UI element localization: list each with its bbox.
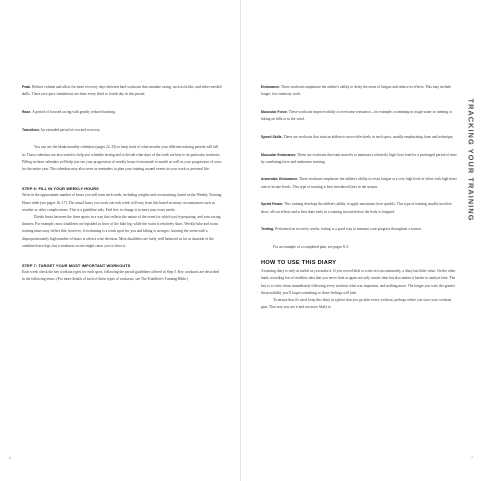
spacer xyxy=(22,250,222,256)
workout-entry-muscular-force xyxy=(261,109,457,123)
page-number-left: 6 xyxy=(9,456,11,460)
left-page xyxy=(0,0,240,481)
diary-paragraph-2: To ensure that it's used, keep this diary in a place that you go after every workout, perhaps where you store your workout gear. That way you see it and are more likely to xyxy=(261,297,452,310)
diary-heading: HOW TO USE THIS DIARY xyxy=(261,260,337,267)
left-page-text xyxy=(22,84,222,284)
entry-text: An extended period of rest and recovery. xyxy=(40,127,101,132)
entry-term: Anaerobic Endurance. xyxy=(261,177,299,182)
period-entry-race xyxy=(22,109,222,116)
example-reference: For an example of a completed plan, see pages 8–9. xyxy=(273,244,350,249)
entry-term: Peak. xyxy=(22,85,32,89)
running-head xyxy=(465,80,477,240)
workout-entry-testing xyxy=(261,226,457,233)
workout-entry-sprint-power xyxy=(261,201,457,215)
entry-text: This training develops the athlete's ability to apply maximum force quickly. This type of training usually involves short, all-out efforts and is best done early in a training session before the body is fatigued. xyxy=(261,202,452,214)
running-head-text: TRACKING YOUR TRAINING xyxy=(466,98,476,222)
diary-paragraph-1: A training diary is only as useful as you make it. If you record little or write in it inconsistently, a diary has little value. On the other hand, recording lots of needless data that you never look at again not only wastes time but also makes it harder to analyze later. The key is to write down immediately following every workout what was important, and nothing more. The longer you wait, the greater the possibility you'll forget something or those feelings will fade. xyxy=(261,269,456,295)
workout-entry-speed-skills xyxy=(261,134,457,141)
entry-text: These workouts emphasize the athlete's ability to delay the onset of fatigue and reduce its effects. This may include longer, low-intensity work. xyxy=(261,85,451,97)
workout-entry-muscular-endurance xyxy=(261,152,457,166)
entry-text: These are workouts that train muscles to maintain a relatively high force load for a prolonged period of time by combining force and endurance training. xyxy=(261,152,457,164)
entry-term: Speed Skills. xyxy=(261,134,283,139)
step6-paragraph-1: Write in the approximate number of hours you will train each week, including weights and crosstraining, based on the Weekly Training Hours table (see pages 16–17). The actual hours you work out each week will vary from this based on many circumstances such as weather or other complications. This is a guideline only. Feel free to change it to meet your exact needs. xyxy=(22,193,222,212)
entry-text: These workouts emphasize the athlete's ability to resist fatigue at a very high level of effort with high heart rate or lactate levels. This type of training is best introduced later in the season. xyxy=(261,177,457,189)
entry-text: Reduce volume and allow for more recovery days between hard workouts that simulate racing, such as bricks, and either needed skills. These race-pace simulations are done every third or fourth day in this period. xyxy=(22,85,222,97)
entry-text: These workouts improve ability to overcome resistance—for example, swimming in rough water or running or biking on hills or in the wind. xyxy=(261,109,453,122)
spacer xyxy=(22,173,222,179)
entry-term: Endurance. xyxy=(261,85,281,89)
period-entry-peak xyxy=(22,84,222,98)
step7-paragraph-1: Each week check the key workout types for each sport, following the period guidelines offered in Step 5. Key workouts are described in the following terms. (For more details of each of these types of workouts, see The Triathlete's Training Bible.) xyxy=(22,270,220,282)
entry-text: A period of focused racing with greatly reduced training. xyxy=(32,109,116,114)
right-page xyxy=(241,0,481,481)
step6-heading: STEP 6: FILL IN YOUR WEEKLY HOURS xyxy=(22,186,99,192)
entry-term: Testing. xyxy=(261,227,275,232)
calendar-paragraph: You can use the blank monthly calendars (pages 22–33) to keep track of what months your different training periods will fall in. These calendars are also useful to help you schedule testing and to decide what days of the week are best to do particular workouts. Filling in these calendars will help you see your progression of weekly hours from month to month as well as your progression of races for the entire year. The calendars may also serve as reminders to plan your training around events in your work or personal life. xyxy=(22,145,222,171)
entry-text: These are workouts that train an athlete to move effectively in each sport, usually emphasizing form and technique. xyxy=(283,134,454,139)
page-number-right: 7 xyxy=(471,456,473,460)
entry-text: Performed on recovery weeks, testing is a good way to measure your progress throughout a season. xyxy=(275,227,422,232)
step6-paragraph-2: Divide hours between the three sports in a way that reflects the nature of the event for which you're preparing, and your racing limiters. For example, most triathletes are lopsided in favor of the bike leg, while the swim is relatively short. Weekly bike and swim training times may reflect this; however, if swimming is a weak sport for you and biking is stronger, favoring the swim with a disproportionately high number of hours is often a wise decision. Most duathletes are fairly well balanced as far as duration of the combined race legs, but a weakness in one might cause you to favor it. xyxy=(22,214,221,248)
entry-term: Sprint Power. xyxy=(261,202,284,207)
workout-entry-endurance xyxy=(261,84,457,98)
period-entry-transition xyxy=(22,127,222,134)
workout-entry-anaerobic-endurance xyxy=(261,176,457,190)
entry-term: Muscular Endurance. xyxy=(261,152,297,157)
entry-term: Transition. xyxy=(22,127,40,132)
right-page-text xyxy=(261,84,457,311)
entry-term: Muscular Force. xyxy=(261,109,288,114)
entry-term: Race. xyxy=(22,109,32,114)
step7-heading: STEP 7: TARGET YOUR MOST IMPORTANT WORKOUTS xyxy=(22,262,131,268)
